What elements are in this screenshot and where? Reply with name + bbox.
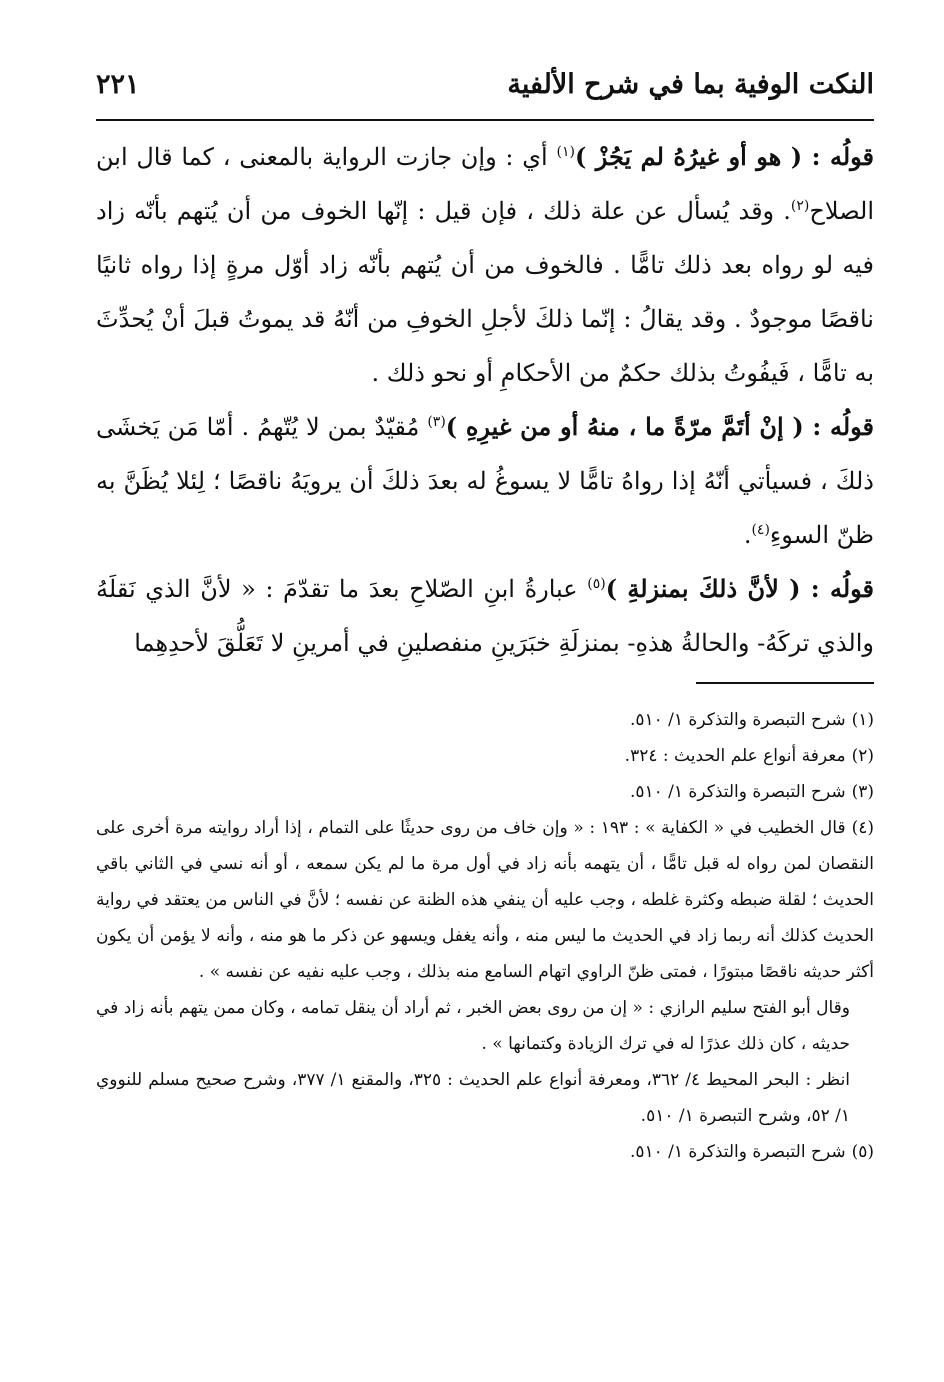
footnote-4-continued [96, 990, 874, 1062]
footnote-number: (٤) [851, 818, 874, 838]
footnote-ref: (٤) [751, 522, 770, 538]
footnote-1 [96, 702, 874, 738]
paragraph-text: . وقد يُسأل عن علة ذلك ، فإن قيل : إنّها الخوف من أن يُتهم بأنّه زاد فيه لو رواه بعد ذلك تامًّا . فالخوف من أن يُتهم بأنّه زاد أوّل مرةٍ إذا رواه ثانيًا ناقصًا موجودٌ . وقد يقالُ : إنّما ذلكَ لأجلِ الخوفِ من أنّهُ قد يموتُ قبلَ أنْ يُحدِّثَ به تامًّا ، فَيفُوتُ بذلك حكمٌ من الأحكامِ أو نحو ذلك . [96, 197, 874, 387]
quoted-phrase: قولُه : ( إنْ أتَمَّ مرّةً ما ، منهُ أو من غيرِهِ ) [445, 412, 875, 441]
footnote-4-sources [96, 1062, 874, 1134]
footnote-ref: (٣) [427, 414, 446, 430]
running-header [96, 62, 874, 106]
footnote-divider [696, 682, 874, 684]
footnote-ref: (٥) [587, 576, 606, 592]
footnote-number: (٢) [851, 746, 874, 766]
footnote-ref: (١) [556, 144, 575, 160]
footnote-text: شرح التبصرة والتذكرة ١/ ٥١٠. [629, 1142, 846, 1162]
paragraph [96, 400, 874, 562]
header-divider [96, 119, 874, 121]
footnote-number: (٣) [851, 782, 874, 802]
quoted-phrase: قولُه : ( لأنَّ ذلكَ بمنزلةِ ) [605, 574, 875, 603]
paragraph-text: أي : وإن جازت الرواية بالمعنى ، كما قال ابن الصلاح [96, 143, 874, 225]
footnote-text: قال الخطيب في « الكفاية » : ١٩٣ : « وإن خاف من روى حديثًا على التمام ، إذا أراد روايته مرة أخرى على النقصان لمن رواه له قبل تامًّا ، أن يتهمه بأنه زاد في أول مرة ما لم يكن سمعه ، أو أنه نسي في الثاني باقي الحديث ؛ لقلة ضبطه وكثرة غلطه ، وجب عليه أن ينفي هذه الظنة عن نفسه ؛ لأنَّ في الناس من يعتقد في رواية الحديث كذلك أنه ربما زاد في الحديث ما ليس منه ، وأنه يغفل ويسهو عن ذكر ما هو منه ، وأنه لا يؤمن أن يكون أكثر حديثه ناقصًا مبتورًا ، فمتى ظنّ الراوي اتهام السامع منه بذلك ، وجب عليه نفيه عن نفسه » . [96, 818, 874, 982]
footnote-ref: (٢) [790, 198, 810, 214]
page-number: ٢٢١ [96, 68, 140, 100]
quoted-phrase: قولُه : ( هو أو غيرُهُ لم يَجُزْ ) [574, 142, 874, 171]
footnote-text: شرح التبصرة والتذكرة ١/ ٥١٠. [629, 782, 846, 802]
footnote-text: وقال أبو الفتح سليم الرازي : « إن من روى بعض الخبر ، ثم أراد أن ينقل تمامه ، وكان ممن يتهم بأنه زاد في حديثه ، كان ذلك عذرًا له في ترك الزيادة وكتمانها » . [96, 998, 850, 1054]
footnote-number: (١) [851, 710, 874, 730]
footnote-text: معرفة أنواع علم الحديث : ٣٢٤. [624, 746, 846, 766]
footnote-3 [96, 774, 874, 810]
book-title: النكت الوفية بما في شرح الألفية [507, 68, 874, 100]
footnote-text: شرح التبصرة والتذكرة ١/ ٥١٠. [629, 710, 846, 730]
paragraph-text: . [743, 521, 752, 549]
footnote-4 [96, 810, 874, 990]
paragraph [96, 130, 874, 400]
paragraph-text: عبارةُ ابنِ الصّلاحِ بعدَ ما تقدّمَ : « لأنَّ الذي نَقلَهُ والذي تركَهُ- والحالةُ هذهِ- بمنزلَةِ خبَرَينِ منفصلينِ في أمرينِ لا تَعَلُّقَ لأحدِهِما [96, 575, 874, 657]
footnote-number: (٥) [851, 1142, 874, 1162]
footnote-5 [96, 1134, 874, 1170]
footnotes [96, 702, 874, 1170]
main-text [96, 130, 874, 670]
paragraph [96, 562, 874, 670]
paragraph-text: مُقيّدٌ بمن لا يُتّهمُ . أمّا مَن يَخشَى ذلكَ ، فسيأتي أنّهُ إذا رواهُ تامًّا لا يسوغُ له بعدَ ذلكَ أن يرويَهُ ناقصًا ؛ لِئلا يُظَنَّ به ظنّ السوءِ [96, 413, 874, 549]
footnote-2 [96, 738, 874, 774]
footnote-text: انظر : البحر المحيط ٤/ ٣٦٢، ومعرفة أنواع علم الحديث : ٣٢٥، والمقنع ١/ ٣٧٧، وشرح صحيح مسلم للنووي ١/ ٥٢، وشرح التبصرة ١/ ٥١٠. [96, 1070, 851, 1126]
